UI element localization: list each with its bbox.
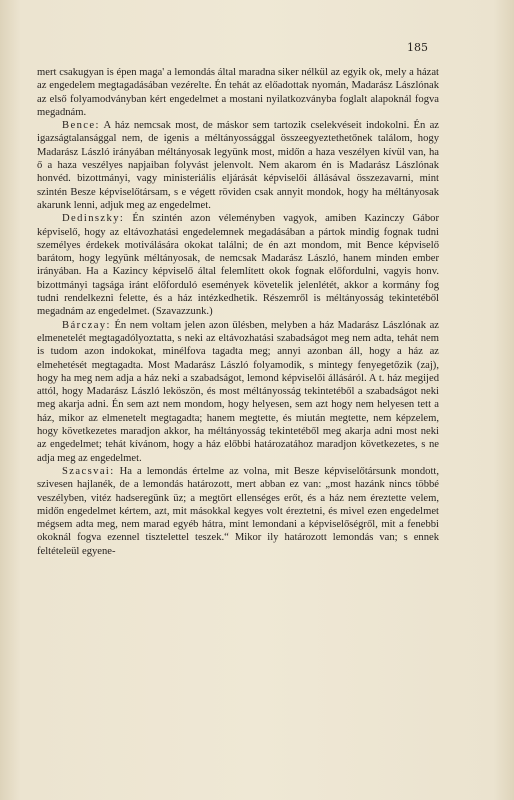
- page-number: 185: [407, 41, 428, 54]
- paragraph-text: Én nem voltam jelen azon ülésben, melyben a ház Madarász Lászlónak az elmenetelét megtagadólyoztatta, s neki az eltávozhatási szabadságot meg nem adta, tehát nem is tudom azon indokokat, minélfova tagadta meg; annyi azonban áll, hogy a ház az elmehetését megtagadta. Most Madarász László folyamodik, s mintegy fenyegetőzik (zaj), hogy ha meg nem adja a ház neki a szabadságot, lemond képviselői állásáról. A t. ház megijed attól, hogy Madarász László leköszön, és most méltányosság tekintetéből a szabadságot neki meg akarja adni. Én sem azt nem mondom, hogy helyesen, sem azt hogy nem helyesen tett a ház, mikor az elmenetelt megtagadta; hanem megtette, és miután megtette, nem képzelem, hogy következetes maradjon akkor, ha méltányosság tekintetéből meg akarja adni most neki az engedelmet; tehát kívánom, hogy a ház előbbi határozatához maradjon következetes, s ne adja meg az engedelmet.: [37, 319, 439, 464]
- paragraph-barczay: [37, 319, 439, 465]
- speaker-name: Bence:: [62, 120, 100, 132]
- paragraph-bence: [37, 119, 439, 212]
- paragraph-text: mert csakugyan is épen maga' a lemondás által maradna siker nélkül az egyik ok, mely a házat az engedelem megtagadásában vezérelte. Én tehát az előadottak nyomán, Madarász Lászlónak az első folyamodványban kért engedelmet a mostani nyilatkozványba foglalt alapoknál fogva megadnám.: [37, 67, 439, 118]
- speaker-name: Bárczay:: [62, 319, 111, 331]
- paragraph-text: A ház nemcsak most, de máskor sem tartozik cselekvéseit indokolni. Én az igazságtalansággal nem, de igenis a méltányossággal összeegyeztethetőnek találom, hogy Madarász László irányában méltányosak legyünk most, midőn a haza veszélyen kívül van, ha ő a haza veszélyes napjaiban folyvást jelenvolt. Nem akarom én is Madarász Lászlónak honvéd. bizottmányi, vagy ministeriális eljárását képviselői állásával összezavarni, mint szintén Besze képviselőtársam, s e végett röviden csak annyit mondok, hogy ha méltányosak akarunk lenni, adjuk meg az engedelmet.: [37, 120, 439, 211]
- body-text: [37, 66, 439, 558]
- paragraph-continuation: [37, 66, 439, 119]
- paragraph-text: Ha a lemondás értelme az volna, mit Besze képviselőtársunk mondott, szivesen hajlanék, de a lemondás határozott, mert abban ez van: „most hazánk nincs többé veszélyben, vitéz hadseregünk üz; a megtört ellenséges erőt, és a ház nem éreztette velem, midőn engedelmet kértem, azt, mit másokkal kegyes volt éreztetni, és mivel ezen engedelmet mégsem adta meg, nem marad egyéb hátra, mint lemondani a képviselőségről, mit a fenebbi okoknál fogva ezennel tisztelettel teszek.“ Mikor ily határozott lemondás van; s ennek feltételeül egyene-: [37, 465, 439, 557]
- paragraph-dedinszky: [37, 212, 439, 318]
- paragraph-text: Én szintén azon véleményben vagyok, amiben Kazinczy Gábor képviselő, hogy az eltávozhatási engedelemnek megadásában a pártok mindig fognak tudni személyes érdekek motiválására okokat találni; de én azt mondom, mit Bence képviselő barátom, hogy legyünk méltányosak, de nemcsak Madarász László, hanem minden ember irányában. Ha a Kazincy képviselő által felemlített okok fognak előfordulni, vagyis honv. bizottmányi tagsága iránt előforduló események követelik jelenlétét, akkor a kormány fog tudni rendelkezni felette, és a ház intézkedhetik. Részemről is méltányosság tekintetéből megadnám az engedelmet. (Szavazzunk.): [37, 213, 439, 318]
- paragraph-szacsvai: [37, 465, 439, 558]
- speaker-name: Szacsvai:: [62, 465, 115, 477]
- speaker-name: Dedinszky:: [62, 213, 125, 225]
